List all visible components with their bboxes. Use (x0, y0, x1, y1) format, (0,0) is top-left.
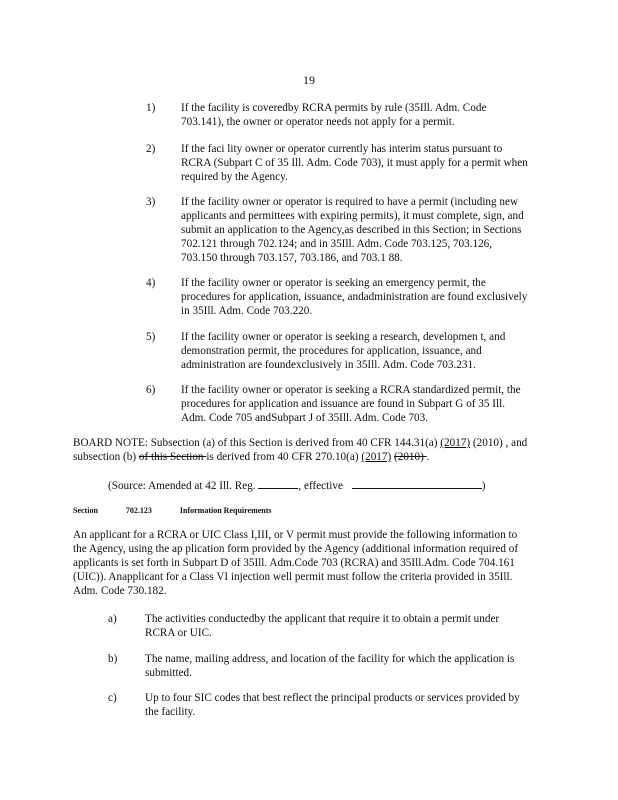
deleted-text: of this Section (138, 451, 207, 463)
item-number: 2) (146, 143, 156, 155)
item-letter: b) (108, 653, 118, 665)
item-letter: a) (108, 613, 117, 625)
board-note (73, 436, 543, 464)
item-text: The name, mailing address, and location of the facility for which the application is submitted. (145, 653, 515, 679)
source-suffix: ) (481, 480, 486, 492)
source-middle: , effective (298, 480, 343, 492)
item-text: If the facility owner or operator is seeking an emergency permit, the procedures for application, issuance, andadministration are found exclusively in 35Ill. Adm. Code 703.220. (181, 277, 528, 317)
effective-blank (352, 478, 482, 489)
section-label: Section (73, 506, 98, 515)
source-note (108, 478, 548, 493)
item-letter: c) (108, 692, 117, 704)
item-number: 5) (146, 331, 156, 343)
board-note-text: BOARD NOTE: Subsection (a) of this Section is derived from 40 CFR 144.31(a) (73, 437, 441, 449)
item-number: 4) (146, 277, 156, 289)
item-text: If the facility owner or operator is seeking a research, developmen t, and demonstration permit, the procedures for application, issuance, and administration are foundexclusively in 35Ill. Adm. Code 703.231. (181, 331, 506, 371)
inserted-text: (2017) (361, 451, 392, 463)
inserted-text: (2017) (440, 437, 471, 449)
item-number: 6) (146, 384, 156, 396)
board-note-text: (2010) , and subsection (b) (73, 437, 528, 463)
deleted-text: (2010) (394, 451, 427, 463)
item-text: The activities conductedby the applicant that require it to obtain a permit under RCRA or UIC. (145, 613, 500, 639)
page-number: 19 (303, 73, 315, 87)
item-text: If the facility owner or operator is required to have a permit (including new applicants and permittees with expiring permits), it must complete, sign, and submit an application to the Agency,as described in this Section; in Sections 702.121 through 702.124; and in 35Ill. Adm. Code 703.125, 703.126, 703.150 through 703.157, 703.186, and 703.1 88. (181, 196, 524, 264)
reg-blank (258, 478, 298, 489)
source-prefix: (Source: Amended at 42 Ill. Reg. (108, 480, 256, 492)
item-number: 3) (146, 196, 156, 208)
section-title: Information Requirements (179, 506, 272, 515)
section-paragraph: An applicant for a RCRA or UIC Class I,III, or V permit must provide the following information to the Agency, using the ap plication form provided by the Agency (additional information required of applicants is set forth in Subpart D of 35Ill. Adm.Code 703 (RCRA) and 35Ill.Adm. Code 704.161 (UIC)). Anapplicant for a Class VI injection well permit must follow the criteria provided in 35Ill. Adm. Code 730.182. (73, 529, 519, 597)
section-heading (73, 504, 298, 518)
item-text: If the facility is coveredby RCRA permits by rule (35Ill. Adm. Code 703.141), the owner or operator needs not apply for a permit. (181, 102, 487, 128)
item-text: If the faci lity owner or operator currently has interim status pursuant to RCRA (Subpart C of 35 Ill. Adm. Code 703), it must apply for a permit when required by the Agency. (181, 143, 528, 183)
board-note-text: is derived from 40 CFR 270.10(a) (206, 451, 362, 463)
section-number: 702.123 (125, 506, 152, 515)
item-text: If the facility owner or operator is seeking a RCRA standardized permit, the procedures for application and issuance are found in Subpart G of 35 Ill. Adm. Code 705 andSubpart J of 35Ill. Adm. Code 703. (181, 384, 521, 424)
board-note-text: . (426, 451, 430, 463)
item-text: Up to four SIC codes that best reflect the principal products or services provided by the facility. (145, 692, 520, 718)
item-number: 1) (146, 102, 156, 114)
